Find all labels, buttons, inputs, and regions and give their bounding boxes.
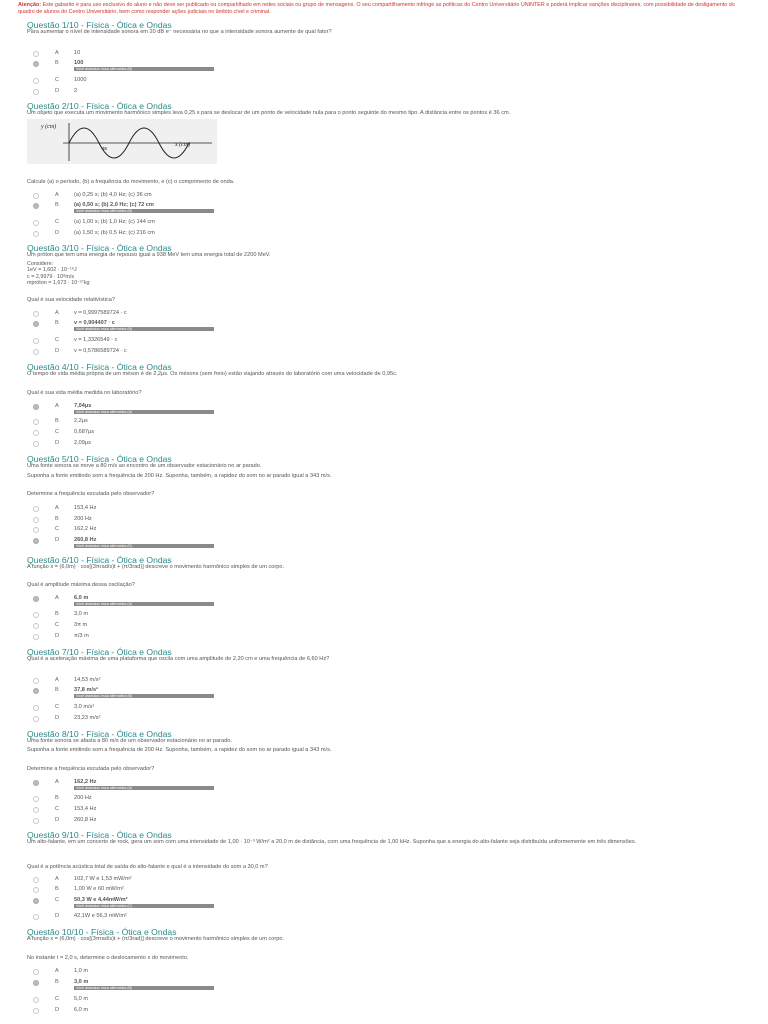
option-value: v = 0,904407 · c [74, 320, 115, 326]
graph-ylabel: y (cm) [41, 124, 57, 130]
option-letter: D [55, 817, 60, 823]
option-letter: A [55, 779, 59, 785]
option-letter: D [55, 537, 60, 543]
radio-button[interactable] [33, 1008, 39, 1014]
constant-line: mpróton = 1,673 · 10⁻²⁷kg [27, 280, 90, 287]
question-prompt: Qual é a potência acústica total de saída do alto-falante e qual é a intensidade do som a 30,0 m? [27, 864, 268, 870]
option-letter: B [55, 516, 59, 522]
option-c[interactable] [28, 219, 278, 229]
warning-label: Atenção: [18, 2, 42, 8]
option-value: 153,4 Hz [74, 505, 97, 511]
graph-xlabel: x (cm) [175, 142, 191, 148]
question-title: Questão 7/10 - Física - Ótica e Ondas [27, 647, 172, 657]
radio-button[interactable] [33, 311, 39, 317]
option-d[interactable] [28, 88, 278, 98]
question-title: Questão 4/10 - Física - Ótica e Ondas [27, 362, 172, 372]
option-d[interactable] [28, 230, 278, 240]
option-c[interactable] [28, 622, 278, 632]
option-letter: B [55, 60, 59, 66]
radio-button[interactable] [33, 887, 39, 893]
radio-button[interactable] [33, 634, 39, 640]
option-letter: D [55, 440, 60, 446]
question-text: Uma fonte sonora se afasta a 80 m/s de um observador estacionário no ar parado. [27, 738, 232, 744]
selected-badge: Você assinalou essa alternativa (C) [74, 904, 214, 908]
question-title: Questão 2/10 - Física - Ótica e Ondas [27, 101, 172, 111]
option-value: 162,2 Hz [74, 779, 97, 785]
question-text: Um alto-falante, em um concerto de rock, gera um som com uma intensidade de 1,00 · 10⁻³ W/m² a 20,0 m de distância, com uma frequência de 1,00 kHz. Suponha que a energia do alto-falante seja distribuída uniformemente em três dimensões. [27, 839, 637, 845]
option-letter: A [55, 677, 59, 683]
option-letter: D [55, 348, 60, 354]
option-value: 1000 [74, 77, 87, 83]
option-value: 100 [74, 60, 84, 66]
option-letter: A [55, 403, 59, 409]
option-d[interactable] [28, 440, 278, 450]
option-value: 200 Hz [74, 795, 92, 801]
option-value: 3,0 m [74, 611, 88, 617]
radio-button[interactable] [33, 441, 39, 447]
option-d[interactable] [28, 537, 278, 547]
option-letter: B [55, 611, 59, 617]
option-letter: A [55, 192, 59, 198]
question-title: Questão 8/10 - Física - Ótica e Ondas [27, 729, 172, 739]
radio-button[interactable] [33, 705, 39, 711]
option-value: 3π m [74, 622, 88, 628]
question-title: Questão 1/10 - Física - Ótica e Ondas [27, 20, 172, 30]
radio-button-selected[interactable] [33, 898, 39, 904]
option-b[interactable] [28, 418, 278, 428]
radio-button[interactable] [33, 231, 39, 237]
option-letter: C [55, 526, 60, 532]
option-value: 10 [74, 50, 81, 56]
question-title: Questão 5/10 - Física - Ótica e Ondas [27, 454, 172, 464]
question-title: Questão 3/10 - Física - Ótica e Ondas [27, 243, 172, 253]
option-letter: C [55, 996, 60, 1002]
selected-badge: Você assinalou essa alternativa (A) [74, 786, 214, 790]
option-letter: A [55, 50, 59, 56]
option-b[interactable] [28, 687, 278, 697]
option-letter: C [55, 337, 60, 343]
option-d[interactable] [28, 817, 278, 827]
option-c[interactable] [28, 897, 278, 907]
option-b[interactable] [28, 979, 278, 989]
radio-button[interactable] [33, 716, 39, 722]
option-value: 2,2μs [74, 418, 88, 424]
option-b[interactable] [28, 60, 278, 70]
graph-tick: 36 [102, 146, 108, 151]
option-a[interactable] [28, 403, 278, 413]
option-value: 1,0 m [74, 968, 88, 974]
option-value: 6,0 m [74, 1007, 88, 1013]
selected-badge: Você assinalou essa alternativa (B) [74, 67, 214, 71]
option-c[interactable] [28, 996, 278, 1006]
option-letter: D [55, 913, 60, 919]
option-a[interactable] [28, 505, 278, 515]
radio-button-selected[interactable] [33, 538, 39, 544]
selected-badge: Você assinalou essa alternativa (B) [74, 986, 214, 990]
option-c[interactable] [28, 337, 278, 347]
radio-button[interactable] [33, 623, 39, 629]
option-letter: D [55, 230, 60, 236]
option-b[interactable] [28, 320, 278, 330]
selected-badge: Você assinalou essa alternativa (B) [74, 209, 214, 213]
question-title: Questão 10/10 - Física - Ótica e Ondas [27, 927, 177, 937]
radio-button-selected[interactable] [33, 404, 39, 410]
radio-button[interactable] [33, 51, 39, 57]
option-letter: B [55, 979, 59, 985]
question-text: Qual é a aceleração máxima de uma plataforma que oscila com uma amplitude de 2,20 cm e uma frequência de 6,60 Hz? [27, 656, 330, 662]
option-letter: A [55, 595, 59, 601]
option-a[interactable] [28, 50, 278, 60]
option-letter: C [55, 622, 60, 628]
radio-button[interactable] [33, 796, 39, 802]
option-a[interactable] [28, 192, 278, 202]
option-value: 23,23 m/s² [74, 715, 101, 721]
option-value: 42,1W e 56,3 mW/m² [74, 913, 127, 919]
question-text-2: Suponha a fonte emitindo som a frequência de 200 Hz. Suponha, também, a rapidez do som no ar parado igual a 343 m/s. [27, 747, 332, 753]
option-value: v = 0,5786589724 · c [74, 348, 127, 354]
option-value: 5,0 m [74, 996, 88, 1002]
radio-button[interactable] [33, 89, 39, 95]
option-a[interactable] [28, 779, 278, 789]
radio-button[interactable] [33, 220, 39, 226]
option-c[interactable] [28, 429, 278, 439]
constants-label: Considere: [27, 261, 54, 267]
option-letter: B [55, 320, 59, 326]
selected-badge: Você assinalou essa alternativa (D) [74, 544, 214, 548]
option-value: 2 [74, 88, 78, 94]
option-d[interactable] [28, 633, 278, 643]
option-letter: D [55, 1007, 60, 1013]
option-value: 3,0 m [74, 979, 89, 985]
radio-button-selected[interactable] [33, 321, 39, 327]
radio-button[interactable] [33, 517, 39, 523]
radio-button-selected[interactable] [33, 688, 39, 694]
option-value: 14,53 m/s² [74, 677, 101, 683]
option-value: 200 Hz [74, 516, 92, 522]
option-c[interactable] [28, 704, 278, 714]
question-text: Uma fonte sonora se move a 80 m/s ao encontro de um observador estacionário no ar parado. [27, 463, 262, 469]
selected-badge: Você assinalou essa alternativa (B) [74, 694, 214, 698]
question-text: A função x = (6,0m) · cos[(3πrad/s)t + (π/3rad)] descreve o movimento harmônico simples de um corpo. [27, 936, 285, 942]
option-value: 2,09μs [74, 440, 91, 446]
warning-notice [18, 2, 753, 15]
option-letter: B [55, 202, 59, 208]
option-value: 162,2 Hz [74, 526, 97, 532]
option-letter: C [55, 219, 60, 225]
option-d[interactable] [28, 348, 278, 358]
radio-button[interactable] [33, 430, 39, 436]
selected-badge: Você assinalou essa alternativa (A) [74, 602, 214, 606]
question-prompt: Determine a frequência escutada pelo observador? [27, 491, 155, 497]
question-prompt: Qual é amplitude máxima dessa oscilação? [27, 582, 135, 588]
radio-button[interactable] [33, 349, 39, 355]
option-letter: C [55, 704, 60, 710]
option-letter: A [55, 968, 59, 974]
question-title: Questão 9/10 - Física - Ótica e Ondas [27, 830, 172, 840]
option-letter: B [55, 687, 59, 693]
option-value: 153,4 Hz [74, 806, 97, 812]
question-prompt: Determine a frequência escutada pelo observador? [27, 766, 155, 772]
option-value: (a) 0,50 s; (b) 2,0 Hz; (c) 72 cm [74, 202, 154, 208]
question-text: A função x = (6,0m) · cos[(3πrad/s)t + (π/3rad)] descreve o movimento harmônico simples de um corpo. [27, 564, 285, 570]
question-prompt: Qual é sua velocidade relativística? [27, 297, 115, 303]
wave-graph [27, 119, 217, 164]
option-value: 102,7 W e 1,53 mW/m² [74, 876, 132, 882]
option-value: π/3 m [74, 633, 89, 639]
radio-button-selected[interactable] [33, 980, 39, 986]
radio-button-selected[interactable] [33, 596, 39, 602]
option-letter: C [55, 897, 60, 903]
option-d[interactable] [28, 1007, 278, 1017]
constant-line: 1eV = 1,602 · 10⁻¹⁹J [27, 267, 77, 274]
option-value: (a) 1,00 s; (b) 1,0 Hz; (c) 144 cm [74, 219, 155, 225]
option-c[interactable] [28, 806, 278, 816]
option-d[interactable] [28, 715, 278, 725]
option-value: 6,0 m [74, 595, 89, 601]
option-value: (a) 1,50 s; (b) 0,5 Hz; (c) 216 cm [74, 230, 155, 236]
radio-button-selected[interactable] [33, 61, 39, 67]
question-text: O tempo de vida média própria de um méson é de 2,2μs. Os mésons (sem freio) estão viajando através do laboratório com uma velocidade de 0,95c. [27, 371, 398, 377]
option-letter: D [55, 715, 60, 721]
option-a[interactable] [28, 876, 278, 886]
radio-button[interactable] [33, 506, 39, 512]
question-prompt: Qual é sua vida média medida no laboratório? [27, 390, 142, 396]
option-letter: C [55, 429, 60, 435]
option-letter: B [55, 886, 59, 892]
option-letter: D [55, 88, 60, 94]
option-letter: C [55, 806, 60, 812]
radio-button[interactable] [33, 807, 39, 813]
option-a[interactable] [28, 677, 278, 687]
option-value: 260,8 Hz [74, 537, 97, 543]
option-value: (a) 0,25 s; (b) 4,0 Hz; (c) 36 cm [74, 192, 152, 198]
option-letter: D [55, 633, 60, 639]
question-text: Um próton que tem uma energia de repouso igual a 938 MeV tem uma energia total de 2200 MeV. [27, 252, 271, 258]
radio-button[interactable] [33, 818, 39, 824]
option-value: 3,0 m/s² [74, 704, 95, 710]
option-letter: B [55, 418, 59, 424]
constants-block [27, 261, 89, 287]
option-b[interactable] [28, 202, 278, 212]
question-prompt: Calcule (a) o período, (b) a frequência do movimento, e (c) o comprimento de onda. [27, 179, 235, 185]
radio-button[interactable] [33, 914, 39, 920]
option-d[interactable] [28, 913, 278, 923]
radio-button[interactable] [33, 338, 39, 344]
option-value: 1,00 W e 60 mW/m² [74, 886, 124, 892]
radio-button[interactable] [33, 678, 39, 684]
option-value: 50,3 W e 4,44mW/m² [74, 897, 128, 903]
option-value: v = 1,3326549 · c [74, 337, 118, 343]
option-letter: A [55, 876, 59, 882]
radio-button[interactable] [33, 612, 39, 618]
option-value: v = 0,9997589724 · c [74, 310, 127, 316]
radio-button-selected[interactable] [33, 203, 39, 209]
option-b[interactable] [28, 886, 278, 896]
radio-button[interactable] [33, 419, 39, 425]
radio-button[interactable] [33, 527, 39, 533]
option-value: 37,8 m/s² [74, 687, 98, 693]
option-letter: A [55, 310, 59, 316]
option-value: 260,8 Hz [74, 817, 97, 823]
question-text-2: Suponha a fonte emitindo som a frequência de 200 Hz. Suponha, também, a rapidez do som no ar parado igual a 343 m/s. [27, 473, 332, 479]
option-value: 7,04μs [74, 403, 92, 409]
option-letter: C [55, 77, 60, 83]
option-c[interactable] [28, 77, 278, 87]
selected-badge: Você assinalou essa alternativa (B) [74, 327, 214, 331]
warning-text: Este gabarito é para uso exclusivo do aluno e não deve ser publicado ou compartilhado em redes sociais ou grupo de mensagens. O seu compartilhamento infringe as políticas do Centro Universitário UNINTER e poderá implicar sanções disciplinares, com possibilidade de desligamento do quadro de alunos do Centro Universitário, bem como responder ações judiciais no âmbito cível e criminal. [18, 2, 735, 15]
question-prompt: No instante t = 2,0 s, determine o deslocamento x do movimento. [27, 955, 189, 961]
question-text: Um objeto que executa um movimento harmônico simples leva 0,25 s para se deslocar de um ponto de velocidade nula para o ponto seguinte do mesmo tipo. A distância entre os pontos é 36 cm. [27, 110, 511, 116]
wave-graph-svg [27, 119, 217, 164]
selected-badge: Você assinalou essa alternativa (A) [74, 410, 214, 414]
option-c[interactable] [28, 526, 278, 536]
question-title: Questão 6/10 - Física - Ótica e Ondas [27, 555, 172, 565]
option-b[interactable] [28, 611, 278, 621]
radio-button[interactable] [33, 193, 39, 199]
option-a[interactable] [28, 595, 278, 605]
radio-button-selected[interactable] [33, 780, 39, 786]
option-letter: A [55, 505, 59, 511]
radio-button[interactable] [33, 969, 39, 975]
option-b[interactable] [28, 516, 278, 526]
radio-button[interactable] [33, 78, 39, 84]
option-a[interactable] [28, 310, 278, 320]
option-b[interactable] [28, 795, 278, 805]
radio-button[interactable] [33, 997, 39, 1003]
option-letter: B [55, 795, 59, 801]
constant-line: c = 2,9979 · 10⁸m/s [27, 273, 75, 280]
option-value: 0,687μs [74, 429, 95, 435]
radio-button[interactable] [33, 877, 39, 883]
option-a[interactable] [28, 968, 278, 978]
question-text: Para aumentar o nível de intensidade sonora em 20 dB e⁻ necessária no que a intensidade sonora aumente de qual fator? [27, 29, 332, 35]
